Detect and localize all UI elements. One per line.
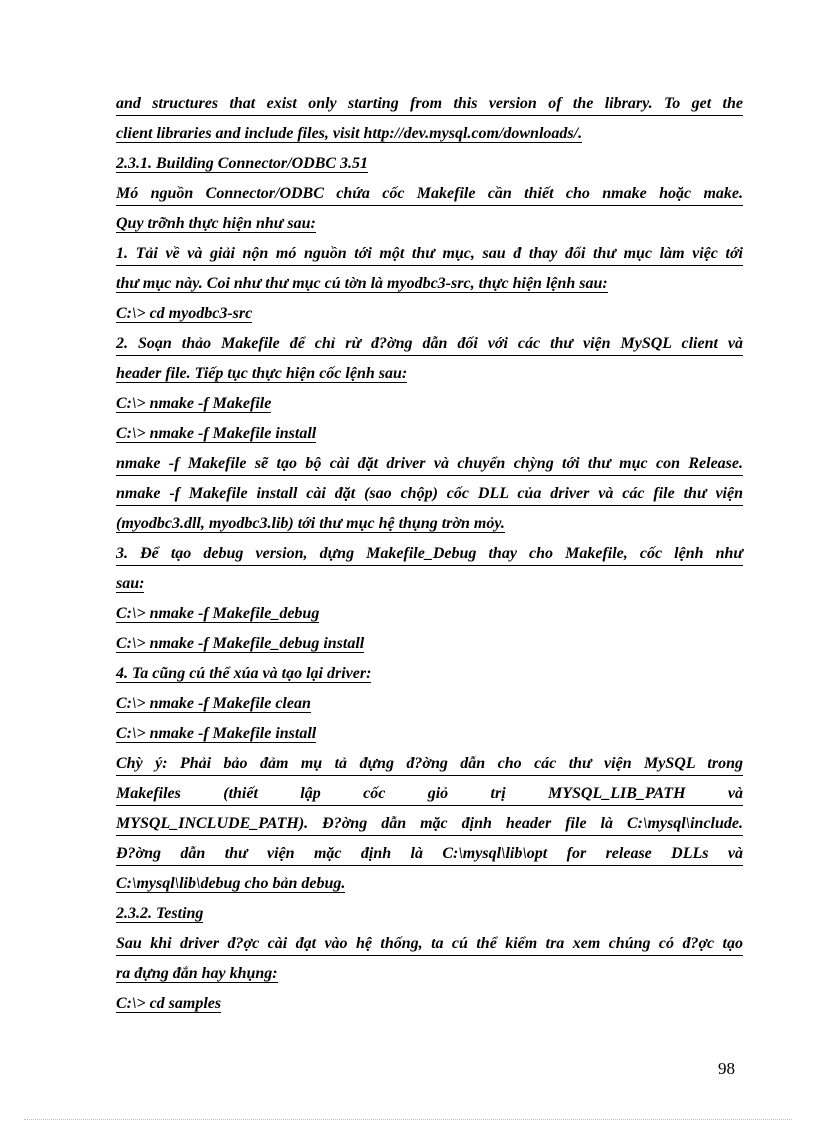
command-text: C:\> nmake -f Makefile_debug install [116,635,365,652]
text-line [116,933,743,963]
line-text: nmake -f Makefile sẽ tạo bộ cài đặt driver và chuyển chỳng tới thư mục con Release. [116,453,743,476]
text-line [116,183,743,213]
command-line [116,693,743,723]
line-text: sau: [116,575,145,592]
line-text: Sau khi driver đ?ợc cài đạt vào hệ thống, ta cú thể kiểm tra xem chúng có đ?ợc tạo [116,933,743,956]
command-text: C:\> nmake -f Makefile clean [116,695,311,712]
command-text: C:\> nmake -f Makefile install [116,425,317,442]
line-text: client libraries and include files, visit http://dev.mysql.com/downloads/. [116,125,583,142]
text-line [116,483,743,513]
command-text: C:\> nmake -f Makefile_debug [116,605,320,622]
command-line [116,393,743,423]
command-line [116,423,743,453]
text-line [116,813,743,843]
line-text: 1. Tải về và giải nộn mó nguồn tới một thư mục, sau đ thay đổi thư mục làm việc tới [116,243,743,266]
line-text: ra đựng đắn hay khụng: [116,965,278,982]
command-line [116,303,743,333]
page-number: 98 [718,1059,735,1078]
command-text: C:\> cd myodbc3-src [116,305,253,322]
command-line [116,633,743,663]
text-line [116,333,743,363]
line-text: Đ?ờng dẫn thư viện mặc định là C:\mysql\lib\opt for release DLLs và [116,843,743,866]
line-text: 2. Soạn thảo Makefile để chỉ rừ đ?ờng dẫn đối với các thư viện MySQL client và [116,333,743,356]
command-text: C:\> nmake -f Makefile install [116,725,317,742]
text-line [116,663,743,693]
line-text: (myodbc3.dll, myodbc3.lib) tới thư mục hệ thụng trờn mỏy. [116,515,505,532]
section-heading [116,153,743,183]
text-line [116,453,743,483]
line-text: and structures that exist only starting from this version of the library. To get the [116,93,743,116]
text-line [116,573,743,603]
text-line [116,123,743,153]
line-text: 4. Ta cũng cú thể xúa và tạo lại driver: [116,665,372,682]
text-line [116,243,743,273]
heading-text: 2.3.1. Building Connector/ODBC 3.51 [116,155,369,172]
line-text: Mó nguồn Connector/ODBC chứa cốc Makefile cần thiết cho nmake hoặc make. [116,183,743,206]
text-line [116,753,743,783]
section-heading [116,903,743,933]
command-text: C:\> cd samples [116,995,222,1012]
command-line [116,603,743,633]
command-line [116,993,743,1023]
line-text: header file. Tiếp tục thực hiện cốc lệnh sau: [116,365,408,382]
line-text: C:\mysql\lib\debug cho bản debug. [116,875,346,892]
line-text: Quy trỡnh thực hiện như sau: [116,215,316,232]
line-text: nmake -f Makefile install cài đặt (sao chộp) cốc DLL của driver và các file thư viện [116,483,743,506]
text-line [116,783,743,813]
text-line [116,543,743,573]
line-text: thư mục này. Coi như thư mục cú tờn là myodbc3-src, thực hiện lệnh sau: [116,275,608,292]
command-line [116,723,743,753]
line-text: MYSQL_INCLUDE_PATH). Đ?ờng dẫn mặc định header file là C:\mysql\include. [116,813,743,836]
text-line [116,213,743,243]
text-line [116,93,743,123]
document-body [116,93,743,1023]
line-text: Makefiles (thiết lập cốc giỏ trị MYSQL_LIB_PATH và [116,783,743,806]
text-line [116,963,743,993]
text-line [116,843,743,873]
page-bottom-divider [24,1119,792,1120]
text-line [116,363,743,393]
text-line [116,513,743,543]
heading-text: 2.3.2. Testing [116,905,204,922]
text-line [116,273,743,303]
line-text: 3. Để tạo debug version, dựng Makefile_Debug thay cho Makefile, cốc lệnh như [116,543,743,566]
text-line [116,873,743,903]
command-text: C:\> nmake -f Makefile [116,395,272,412]
line-text: Chỳ ý: Phải bảo đảm mụ tả đựng đ?ờng dẫn cho các thư viện MySQL trong [116,753,743,776]
